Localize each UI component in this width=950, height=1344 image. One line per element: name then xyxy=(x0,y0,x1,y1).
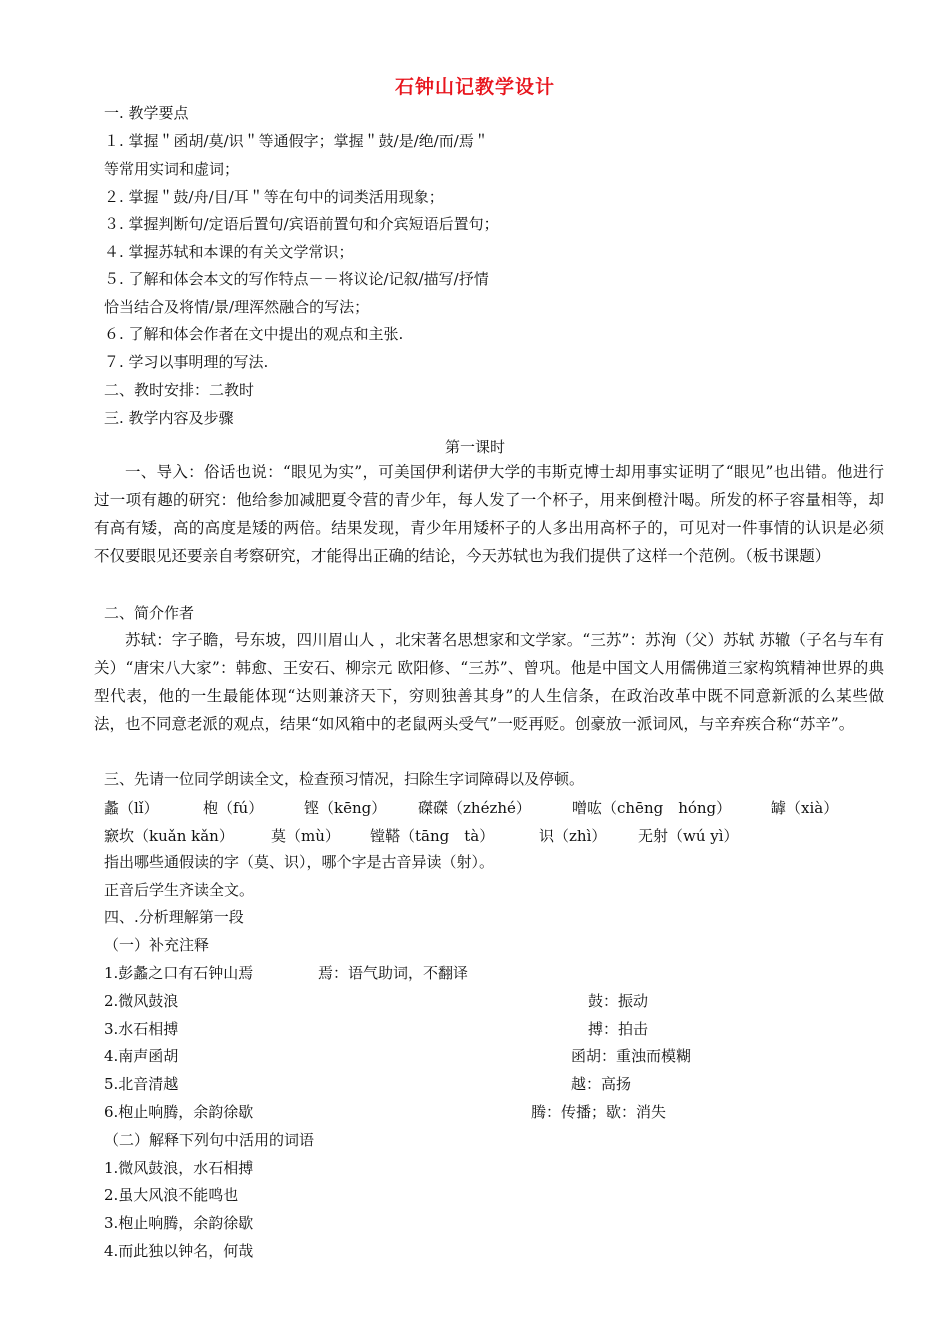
usage-item: 1.微风鼓浪，水石相搏 xyxy=(104,1159,254,1177)
lesson-heading: 第一课时 xyxy=(444,438,505,456)
pinyin-item: 无射（wú yì） xyxy=(638,827,739,845)
teaching-point: ５. 了解和体会本文的写作特点－－将议论/记叙/描写/抒情 xyxy=(104,270,489,288)
pinyin-item: 罅（xià） xyxy=(771,799,839,817)
note-phrase: 2.微风鼓浪 xyxy=(104,992,179,1010)
usage-item: 3.枹止响腾，余韵徐歇 xyxy=(104,1214,254,1232)
note-gloss: 越：高扬 xyxy=(571,1075,632,1093)
note-phrase: 6.枹止响腾，余韵徐歇 xyxy=(104,1103,254,1121)
teaching-point: ６. 了解和体会作者在文中提出的观点和主张. xyxy=(104,325,404,343)
teaching-point: ７. 学习以事明理的写法. xyxy=(104,353,269,371)
analysis-heading: 四、.分析理解第一段 xyxy=(104,908,244,926)
note-phrase: 5.北音清越 xyxy=(104,1075,179,1093)
teaching-point-continuation: 恰当结合及将情/景/理浑然融合的写法； xyxy=(104,298,370,316)
usage-item: 4.而此独以钟名，何哉 xyxy=(104,1242,254,1260)
reread-line: 正音后学生齐读全文。 xyxy=(104,881,255,899)
section-heading-content: 三. 教学内容及步骤 xyxy=(104,409,234,427)
pinyin-item: 磔磔（zhézhé） xyxy=(418,799,531,817)
note-gloss: 腾：传播；歇：消失 xyxy=(531,1103,667,1121)
note-gloss: 搏：拍击 xyxy=(588,1020,649,1038)
author-heading: 二、简介作者 xyxy=(104,604,195,622)
notes-heading: （一）补充注释 xyxy=(104,936,210,954)
pinyin-item: 噌吰（chēng hóng） xyxy=(572,799,732,817)
section-heading-schedule: 二、教时安排：二教时 xyxy=(104,381,255,399)
note-gloss: 鼓：振动 xyxy=(588,992,649,1010)
author-paragraph: 苏轼：字子瞻，号东坡，四川眉山人 ，北宋著名思想家和文学家。“三苏”：苏洵（父）苏轼 苏辙（子名与车有关）“唐宋八大家”：韩愈、王安石、柳宗元 欧阳修、“三苏”、曾巩。他是中国文人用儒佛道三家构筑精神世界的典型代表，他的一生最能体现“达则兼济天下，穷则独善其身”的人生信条，在政治改革中既不同意新派的么某些做法，也不同意老派的观点，结果“如风箱中的老鼠两头受气”一贬再贬。创豪放一派词风，与辛弃疾合称“苏辛”。 xyxy=(94,631,884,733)
pinyin-item: 枹（fú） xyxy=(203,799,264,817)
note-phrase: 3.水石相搏 xyxy=(104,1020,179,1038)
pinyin-item: 铿（kēng） xyxy=(304,799,387,817)
usage-heading: （二）解释下列句中活用的词语 xyxy=(104,1131,315,1149)
note-phrase: 1.彭蠡之口有石钟山焉 xyxy=(104,964,254,982)
pinyin-item: 窾坎（kuǎn kǎn） xyxy=(104,827,234,845)
teaching-point: ２. 掌握＂鼓/舟/目/耳＂等在句中的词类活用现象； xyxy=(104,188,444,206)
usage-item: 2.虽大风浪不能鸣也 xyxy=(104,1186,239,1204)
pinyin-item: 识（zhì） xyxy=(539,827,607,845)
note-gloss: 焉：语气助词，不翻译 xyxy=(318,964,469,982)
teaching-point: ３. 掌握判断句/定语后置句/宾语前置句和介宾短语后置句； xyxy=(104,215,499,233)
teaching-point: １. 掌握＂函胡/莫/识＂等通假字；掌握＂鼓/是/绝/而/焉＂ xyxy=(104,132,489,150)
teaching-point-continuation: 等常用实词和虚词； xyxy=(104,160,240,178)
note-phrase: 4.南声函胡 xyxy=(104,1047,179,1065)
teaching-point: ４. 掌握苏轼和本课的有关文学常识； xyxy=(104,243,354,261)
pinyin-item: 镗鞳（tāng tà） xyxy=(370,827,495,845)
section-heading-teaching-points: 一. 教学要点 xyxy=(104,104,189,122)
reading-heading: 三、先请一位同学朗读全文，检查预习情况，扫除生字词障碍以及停顿。 xyxy=(104,770,585,788)
document-title: 石钟山记教学设计 xyxy=(394,76,555,98)
intro-paragraph: 一、导入：俗话也说：“眼见为实”，可美国伊利诺伊大学的韦斯克博士却用事实证明了“眼见”也出错。他进行过一项有趣的研究：他给参加减肥夏令营的青少年，每人发了一个杯子，用来倒橙汁喝。所发的杯子容量相等，却有高有矮，高的高度是矮的两倍。结果发现，青少年用矮杯子的人多出用高杯子的，可见对一件事情的认识是必须不仅要眼见还要亲自考察研究，才能得出正确的结论，今天苏轼也为我们提供了这样一个范例。（板书课题） xyxy=(94,463,884,565)
pinyin-item: 蠡（lǐ） xyxy=(104,799,159,817)
tongjia-line: 指出哪些通假读的字（莫、识），哪个字是古音异读（射）。 xyxy=(104,853,495,871)
pinyin-item: 莫（mù） xyxy=(271,827,340,845)
note-gloss: 函胡：重浊而模糊 xyxy=(571,1047,692,1065)
